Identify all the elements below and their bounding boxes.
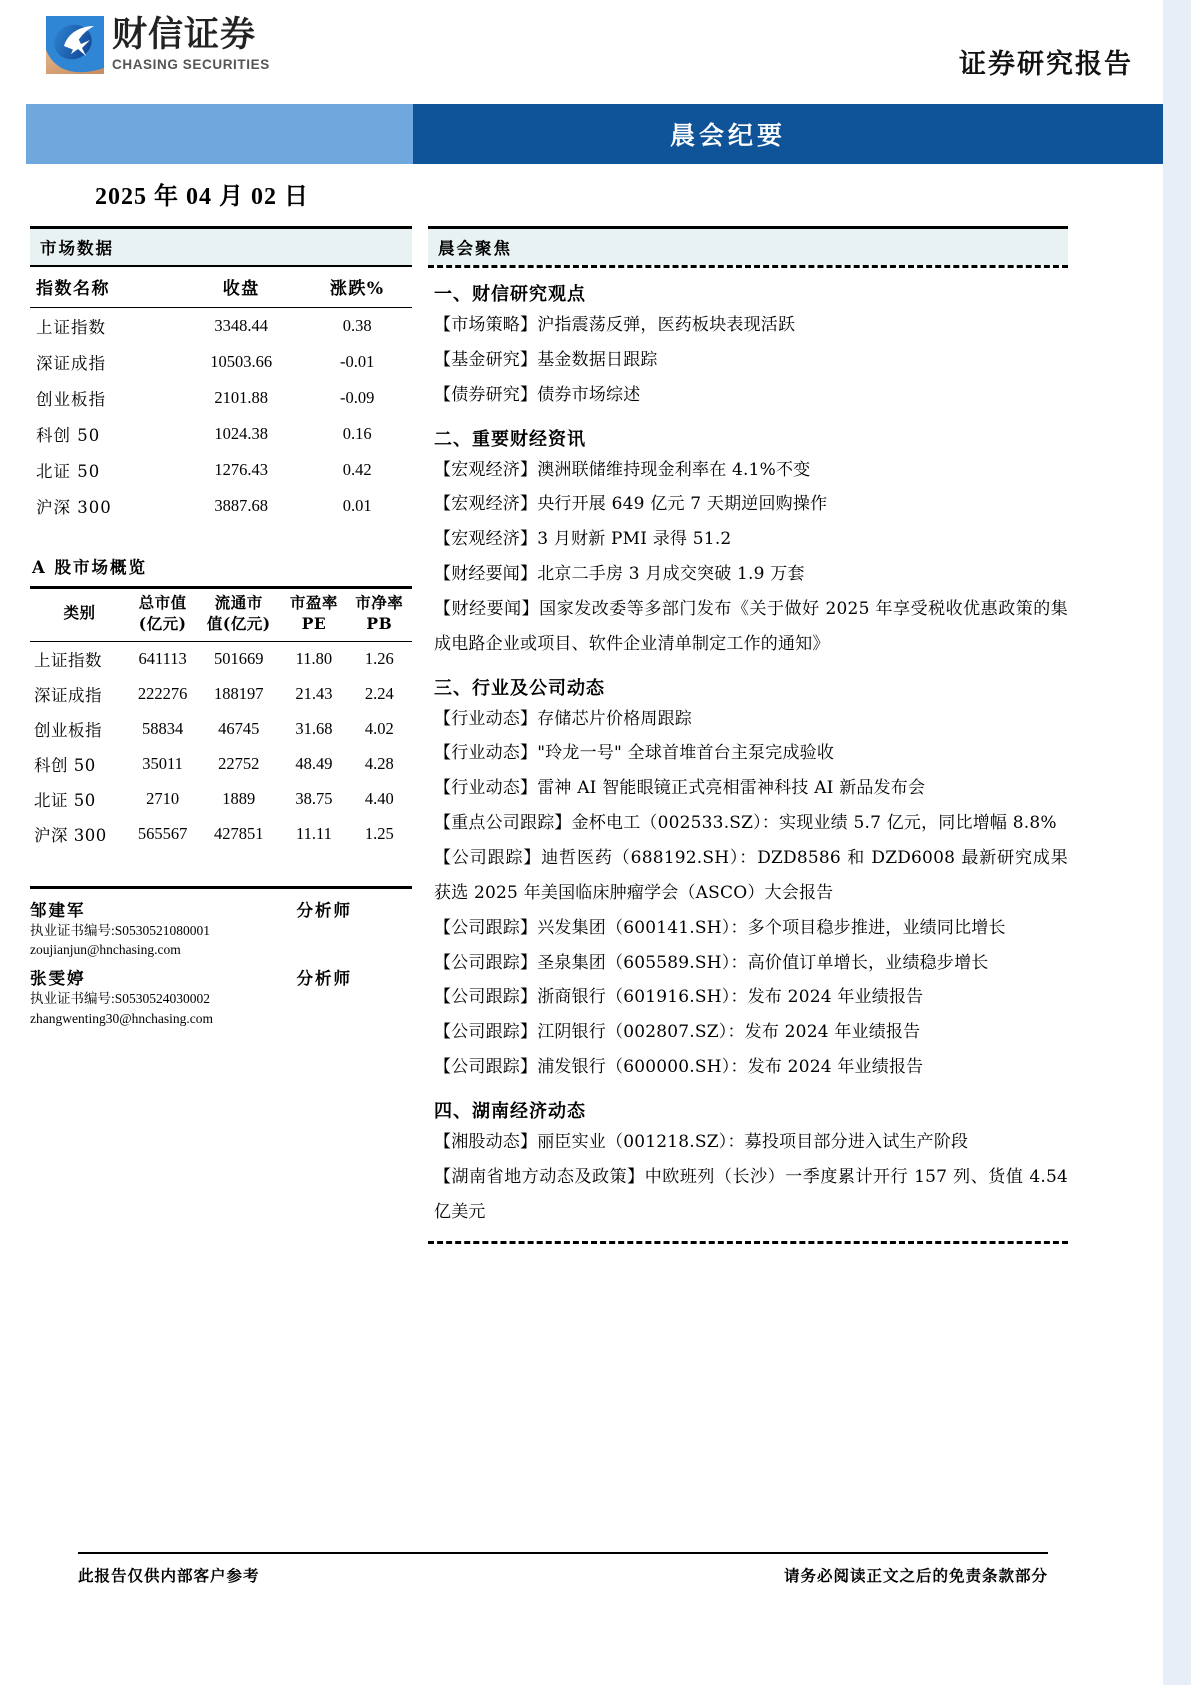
focus-item[interactable]: 【公司跟踪】迪哲医药（688192.SH）：DZD8586 和 DZD6008 最新研究成果获选 2025 年美国临床肿瘤学会（ASCO）大会报告 xyxy=(434,847,1068,903)
col-close: 收盘 xyxy=(180,267,302,308)
logo-company-name-cn: 财信证券 xyxy=(112,15,257,56)
analyst-email[interactable]: zoujianjun@hnchasing.com xyxy=(30,942,181,958)
cell-total-mktcap: 58834 xyxy=(141,719,184,739)
analyst-header xyxy=(30,965,412,989)
page-header xyxy=(0,0,1163,170)
cell-pe: 21.43 xyxy=(295,684,333,704)
table-row xyxy=(30,344,412,380)
focus-item[interactable]: 【行业动态】存储芯片价格周跟踪 xyxy=(434,708,692,729)
cell-close: 1276.43 xyxy=(214,460,269,479)
focus-item[interactable]: 【公司跟踪】浦发银行（600000.SH）：发布 2024 年业绩报告 xyxy=(434,1057,924,1078)
title-bar-dark-segment xyxy=(413,104,1163,164)
cell-float-mktcap: 501669 xyxy=(213,649,264,669)
analyst-role: 分析师 xyxy=(296,969,352,989)
analyst-name: 邹建军 xyxy=(30,900,86,920)
col-category-l1: 类别 xyxy=(63,603,96,623)
focus-item[interactable]: 【宏观经济】央行开展 649 亿元 7 天期逆回购操作 xyxy=(434,494,828,515)
cell-index-name: 科创 50 xyxy=(36,426,101,445)
table-row xyxy=(30,641,412,677)
cell-float-mktcap: 22752 xyxy=(218,754,260,774)
table-row xyxy=(30,380,412,416)
focus-item[interactable]: 【财经要闻】国家发改委等多部门发布《关于做好 2025 年享受税收优惠政策的集成电路企业或项目、软件企业清单制定工作的通知》 xyxy=(434,598,1068,654)
cell-index-name: 深证成指 xyxy=(36,354,106,373)
page-footer xyxy=(78,1552,1048,1586)
cell-pe: 48.49 xyxy=(295,754,333,774)
cell-category: 创业板指 xyxy=(34,721,102,741)
analyst-certificate: 执业证书编号:S0530521080001 xyxy=(30,922,211,938)
cell-pb: 4.40 xyxy=(364,789,394,809)
cell-change: -0.09 xyxy=(339,388,375,407)
table-header-row xyxy=(30,588,412,642)
cell-total-mktcap: 222276 xyxy=(137,684,188,704)
col-total-mktcap xyxy=(129,588,196,642)
right-edge-strip xyxy=(1163,0,1191,1685)
col-index-name: 指数名称 xyxy=(30,267,180,308)
group-heading: 二、重要财经资讯 xyxy=(434,428,586,450)
right-column xyxy=(428,226,1068,1244)
footer-left-note: 此报告仅供内部客户参考 xyxy=(78,1566,260,1585)
cell-category: 深证成指 xyxy=(34,686,102,706)
a-share-overview-table xyxy=(30,586,412,852)
table-row xyxy=(30,488,412,524)
cell-float-mktcap: 188197 xyxy=(213,684,264,704)
logo-company-name-en: CHASING SECURITIES xyxy=(112,57,270,73)
focus-item[interactable]: 【公司跟踪】浙商银行（601916.SH）：发布 2024 年业绩报告 xyxy=(434,987,924,1008)
col-float-mktcap xyxy=(196,588,281,642)
cell-pb: 4.02 xyxy=(364,719,394,739)
focus-item[interactable]: 【湘股动态】丽臣实业（001218.SZ）：募投项目部分进入试生产阶段 xyxy=(434,1131,969,1152)
analyst-name: 张雯婷 xyxy=(30,969,86,989)
focus-item[interactable]: 【重点公司跟踪】金杯电工（002533.SZ）：实现业绩 5.7 亿元，同比增幅 8.8% xyxy=(434,813,1057,834)
market-data-section-title: 市场数据 xyxy=(30,226,412,267)
analyst-header xyxy=(30,897,412,921)
focus-item[interactable]: 【债券研究】债券市场综述 xyxy=(434,384,641,405)
report-date: 2025 年 04 月 02 日 xyxy=(95,184,309,210)
col-change-pct: 涨跌% xyxy=(302,267,412,308)
cell-pb: 4.28 xyxy=(364,754,394,774)
cell-float-mktcap: 46745 xyxy=(218,719,260,739)
focus-item[interactable]: 【宏观经济】澳洲联储维持现金利率在 4.1%不变 xyxy=(434,459,811,480)
cell-change: 0.16 xyxy=(342,424,372,443)
cell-pb: 2.24 xyxy=(364,684,394,704)
analyst-list xyxy=(30,886,412,1028)
cell-change: 0.42 xyxy=(342,460,372,479)
market-data-table xyxy=(30,267,412,524)
cell-total-mktcap: 641113 xyxy=(138,649,187,669)
col-pe xyxy=(281,588,346,642)
title-bar-light-segment xyxy=(26,104,413,164)
table-row xyxy=(30,747,412,782)
table-row xyxy=(30,817,412,852)
table-row xyxy=(30,677,412,712)
left-column xyxy=(30,226,412,1028)
dashed-divider-top xyxy=(428,265,1068,268)
cell-index-name: 北证 50 xyxy=(36,462,101,481)
analyst-email[interactable]: zhangwenting30@hnchasing.com xyxy=(30,1010,214,1026)
cell-close: 10503.66 xyxy=(210,352,273,371)
group-heading: 一、财信研究观点 xyxy=(434,284,586,305)
focus-item[interactable]: 【公司跟踪】江阴银行（002807.SZ）：发布 2024 年业绩报告 xyxy=(434,1022,921,1043)
cell-pe: 11.11 xyxy=(295,824,332,844)
col-pe-l1: 市盈率 xyxy=(289,593,338,612)
group-heading: 三、行业及公司动态 xyxy=(434,677,605,699)
cell-total-mktcap: 2710 xyxy=(146,789,180,809)
cell-change: 0.38 xyxy=(342,316,372,335)
analyst-role: 分析师 xyxy=(296,900,352,920)
table-row xyxy=(30,308,412,345)
overview-subtitle: A 股市场概览 xyxy=(32,558,148,577)
table-header-row xyxy=(30,267,412,308)
cell-pb: 1.25 xyxy=(364,824,394,844)
focus-item[interactable]: 【基金研究】基金数据日跟踪 xyxy=(434,349,658,370)
footer-right-note: 请务必阅读正文之后的免责条款部分 xyxy=(783,1566,1048,1585)
cell-close: 3348.44 xyxy=(214,316,269,335)
report-title-bar xyxy=(26,104,1163,164)
col-pb-l2: PB xyxy=(366,613,393,633)
focus-item[interactable]: 【公司跟踪】兴发集团（600141.SH）：多个项目稳步推进，业绩同比增长 xyxy=(434,917,1006,938)
table-row xyxy=(30,712,412,747)
cell-pe: 31.68 xyxy=(295,719,333,739)
cell-float-mktcap: 1889 xyxy=(222,789,256,809)
cell-close: 1024.38 xyxy=(214,424,269,443)
report-type-label: 证券研究报告 xyxy=(959,49,1133,80)
cell-index-name: 创业板指 xyxy=(36,390,106,409)
analyst-certificate: 执业证书编号:S0530524030002 xyxy=(30,991,211,1007)
col-pe-l2: PE xyxy=(301,613,327,633)
company-logo xyxy=(46,16,270,74)
cell-change: 0.01 xyxy=(342,496,372,515)
cell-close: 3887.68 xyxy=(214,496,269,515)
focus-item[interactable]: 【湖南省地方动态及政策】中欧班列（长沙）一季度累计开行 157 列、货值 4.54 亿美元 xyxy=(434,1166,1068,1222)
focus-item[interactable]: 【财经要闻】北京二手房 3 月成交突破 1.9 万套 xyxy=(434,564,805,585)
col-total-mktcap-l2: (亿元) xyxy=(138,613,187,633)
cell-pb: 1.26 xyxy=(364,649,394,669)
col-pb-l1: 市净率 xyxy=(355,593,404,612)
cell-close: 2101.88 xyxy=(214,388,269,407)
col-category xyxy=(30,588,129,642)
col-float-mktcap-l1: 流通市 xyxy=(214,593,263,612)
cell-float-mktcap: 427851 xyxy=(213,824,264,844)
cell-category: 北证 50 xyxy=(34,791,96,811)
cell-pe: 11.80 xyxy=(295,649,333,669)
table-row xyxy=(30,782,412,817)
cell-change: -0.01 xyxy=(339,352,375,371)
cell-index-name: 沪深 300 xyxy=(36,498,112,517)
dashed-divider-bottom xyxy=(428,1241,1068,1244)
cell-total-mktcap: 35011 xyxy=(142,754,183,774)
group-heading: 四、湖南经济动态 xyxy=(434,1100,586,1122)
focus-item[interactable]: 【行业动态】"玲龙一号" 全球首堆首台主泵完成验收 xyxy=(434,743,835,764)
col-total-mktcap-l1: 总市值 xyxy=(138,593,187,612)
focus-item[interactable]: 【行业动态】雷神 AI 智能眼镜正式亮相雷神科技 AI 新品发布会 xyxy=(434,778,926,799)
table-row xyxy=(30,452,412,488)
cell-category: 上证指数 xyxy=(34,651,102,671)
table-row xyxy=(30,416,412,452)
cell-index-name: 上证指数 xyxy=(36,318,106,337)
cell-category: 沪深 300 xyxy=(34,826,107,846)
morning-focus-section-title: 晨会聚焦 xyxy=(428,226,1068,265)
analyst-entry xyxy=(30,897,412,959)
cell-category: 科创 50 xyxy=(34,756,96,776)
col-pb xyxy=(347,588,412,642)
focus-item[interactable]: 【宏观经济】3 月财新 PMI 录得 51.2 xyxy=(434,529,732,550)
col-float-mktcap-l2: 值(亿元) xyxy=(206,613,271,633)
focus-item[interactable]: 【公司跟踪】圣泉集团（605589.SH）：高价值订单增长，业绩稳步增长 xyxy=(434,952,989,973)
analyst-entry xyxy=(30,965,412,1027)
focus-item[interactable]: 【市场策略】沪指震荡反弹，医药板块表现活跃 xyxy=(434,315,796,335)
cell-pe: 38.75 xyxy=(295,789,333,809)
cell-total-mktcap: 565567 xyxy=(137,824,188,844)
logo-mark-icon xyxy=(46,16,104,74)
report-title: 晨会纪要 xyxy=(669,121,786,150)
